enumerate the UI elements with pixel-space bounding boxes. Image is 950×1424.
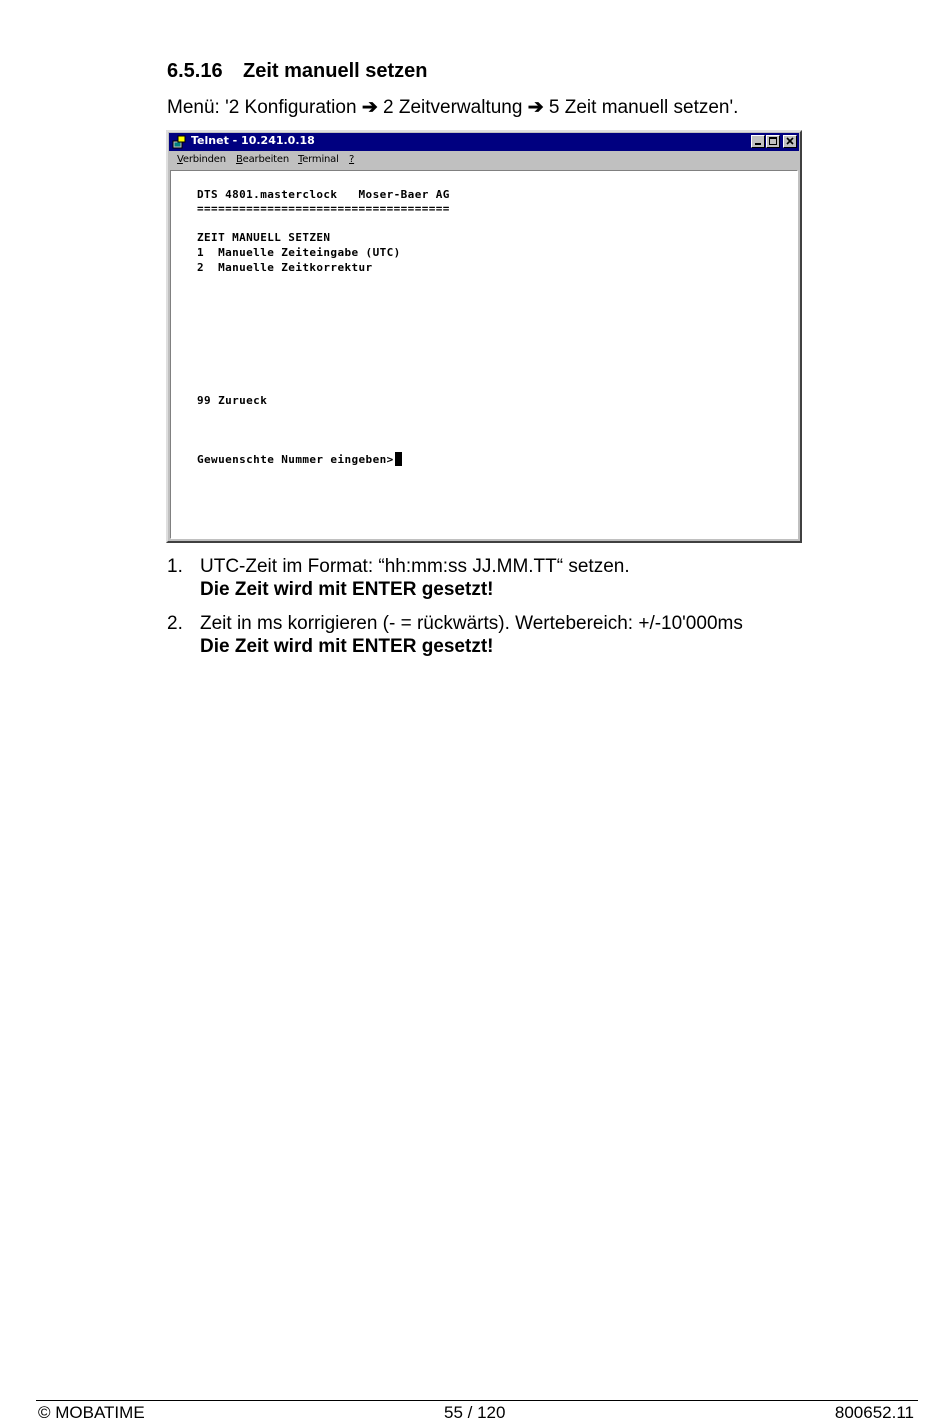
minimize-icon [752, 136, 764, 147]
menu-bar [169, 152, 799, 169]
list-item-text: UTC-Zeit im Format: “hh:mm:ss JJ.MM.TT“ setzen. [200, 556, 630, 577]
terminal-line-option-1: 1 Manuelle Zeiteingabe (UTC) [197, 246, 401, 259]
maximize-icon [767, 136, 779, 147]
menu-verbinden[interactable] [177, 154, 226, 165]
title-bar[interactable] [169, 133, 799, 151]
menu-bearbeiten-label: earbeiten [242, 154, 289, 165]
menu-path-prefix: Menü: '2 Konfiguration [167, 97, 357, 118]
list-item-text: Zeit in ms korrigieren (- = rückwärts). Wertebereich: +/-10'000ms [200, 613, 743, 634]
close-button[interactable] [783, 135, 797, 148]
terminal-line-option-2: 2 Manuelle Zeitkorrektur [197, 261, 373, 274]
window-title: Telnet - 10.241.0.18 [191, 134, 315, 147]
terminal-line-back: 99 Zurueck [197, 394, 268, 407]
menu-terminal-label: erminal [302, 154, 339, 165]
menu-terminal-mnemonic: T [298, 154, 303, 165]
menu-verbinden-label: erbinden [182, 154, 226, 165]
minimize-button[interactable] [751, 135, 765, 148]
text-cursor [395, 452, 402, 466]
list-item-number: 1. [167, 556, 183, 577]
menu-help-mnemonic: ? [349, 154, 355, 165]
terminal-prompt[interactable] [197, 452, 402, 466]
section-heading [167, 60, 428, 83]
close-icon [784, 136, 796, 147]
menu-terminal[interactable] [298, 154, 339, 165]
list-item-number: 2. [167, 613, 183, 634]
section-title: Zeit manuell setzen [243, 60, 428, 82]
arrow-right-icon: ➔ [361, 97, 378, 118]
footer-doc-number: 800652.11 [834, 1403, 914, 1422]
terminal-line-menu-title: ZEIT MANUELL SETZEN [197, 231, 331, 244]
footer-page-number: 55 / 120 [444, 1403, 506, 1422]
menu-verbinden-mnemonic: V [177, 154, 183, 165]
list-item-note: Die Zeit wird mit ENTER gesetzt! [200, 579, 494, 600]
list-item-note: Die Zeit wird mit ENTER gesetzt! [200, 636, 494, 657]
terminal-screen[interactable] [170, 170, 798, 539]
menu-path-suffix: 5 Zeit manuell setzen'. [548, 97, 739, 118]
telnet-app-icon [172, 135, 186, 149]
menu-help[interactable] [349, 154, 354, 165]
terminal-line-separator: ==================================== [197, 202, 450, 215]
menu-path [167, 96, 738, 119]
menu-path-middle: 2 Zeitverwaltung [383, 97, 523, 118]
menu-bearbeiten[interactable] [236, 154, 289, 165]
menu-bearbeiten-mnemonic: B [236, 154, 243, 165]
maximize-button[interactable] [766, 135, 780, 148]
footer-copyright: © MOBATIME [38, 1403, 145, 1422]
terminal-prompt-text: Gewuenschte Nummer eingeben> [197, 453, 394, 466]
section-number: 6.5.16 [167, 60, 223, 82]
arrow-right-icon: ➔ [527, 97, 544, 118]
telnet-window [166, 130, 802, 543]
terminal-line-device: DTS 4801.masterclock Moser-Baer AG [197, 188, 450, 201]
footer-divider [36, 1400, 918, 1401]
